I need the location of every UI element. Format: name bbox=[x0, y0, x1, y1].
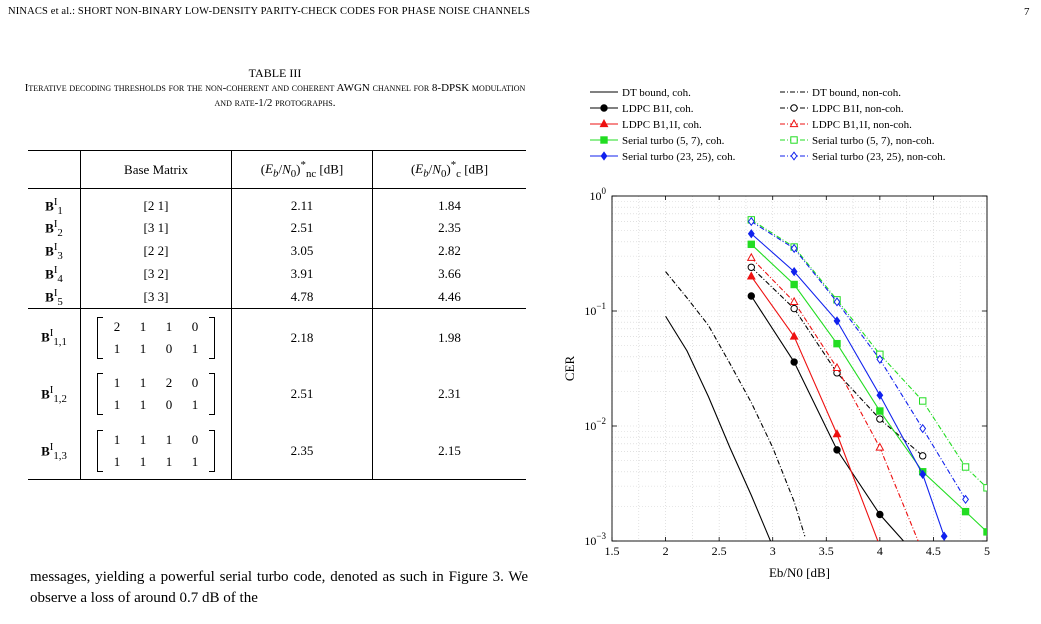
data-point bbox=[877, 416, 883, 422]
legend-label: Serial turbo (5, 7), non-coh. bbox=[812, 135, 935, 147]
data-point bbox=[601, 137, 607, 143]
data-point bbox=[791, 105, 797, 111]
col-header-nc: $(E_b/N_0)^*_{nc}$ [dB] bbox=[232, 151, 373, 189]
x-axis-label: Eb/N0 [dB] bbox=[768, 565, 831, 580]
row-label: $B^I_2$ bbox=[28, 217, 81, 240]
row-label: $B^I_5$ bbox=[28, 286, 81, 309]
table-row bbox=[28, 217, 526, 240]
nc-cell: 2.51 bbox=[232, 217, 373, 240]
data-point bbox=[791, 281, 797, 287]
nc-cell: 2.18 bbox=[232, 309, 373, 366]
data-point bbox=[600, 120, 607, 127]
series bbox=[666, 272, 805, 537]
base-matrix-cell: 1 1 2 0 1 1 0 1 bbox=[81, 366, 232, 423]
data-point bbox=[791, 305, 797, 311]
nc-cell: 2.51 bbox=[232, 366, 373, 423]
c-cell: 2.82 bbox=[438, 243, 461, 259]
data-point bbox=[877, 408, 883, 414]
data-point bbox=[790, 120, 797, 127]
data-point bbox=[748, 254, 755, 261]
data-point bbox=[962, 508, 968, 514]
data-point bbox=[748, 293, 754, 299]
legend-label: Serial turbo (23, 25), non-coh. bbox=[812, 151, 946, 163]
data-point bbox=[962, 464, 968, 470]
table-caption-title: TABLE III bbox=[248, 66, 302, 80]
c-cell: 1.98 bbox=[438, 329, 461, 345]
series bbox=[748, 241, 990, 535]
c-cell: 4.46 bbox=[438, 289, 461, 305]
row-label: $B^I_{1,1}$ bbox=[28, 309, 81, 366]
legend-label: Serial turbo (23, 25), coh. bbox=[622, 151, 736, 163]
data-point bbox=[748, 230, 754, 238]
data-point bbox=[941, 532, 947, 540]
data-point bbox=[834, 340, 840, 346]
data-point bbox=[748, 272, 755, 279]
legend-label: DT bound, non-coh. bbox=[812, 87, 902, 99]
legend-label: LDPC B1,1I, coh. bbox=[622, 119, 702, 131]
x-tick-label: 4.5 bbox=[925, 544, 941, 558]
nc-cell: 2.11 bbox=[232, 189, 373, 217]
table-row bbox=[28, 286, 526, 309]
data-point bbox=[877, 511, 883, 517]
thresholds-table bbox=[28, 150, 526, 480]
running-head: NINACS et al.: SHORT NON-BINARY LOW-DENSITY PARITY-CHECK CODES FOR PHASE NOISE CHANNELS bbox=[8, 6, 531, 17]
cer-chart bbox=[560, 78, 1035, 608]
table-row bbox=[28, 189, 526, 217]
nc-cell: 3.05 bbox=[232, 240, 373, 263]
data-point bbox=[748, 264, 754, 270]
c-cell: 2.15 bbox=[438, 443, 461, 459]
chart-legend bbox=[590, 87, 946, 163]
x-tick-label: 4 bbox=[876, 544, 883, 558]
data-point bbox=[601, 105, 607, 111]
table-row bbox=[28, 366, 526, 423]
base-matrix-cell: [2 1] bbox=[81, 189, 232, 217]
table-row bbox=[28, 423, 526, 480]
c-cell: 2.35 bbox=[438, 220, 461, 236]
data-point bbox=[833, 364, 840, 371]
data-point bbox=[791, 137, 797, 143]
base-matrix-cell: 2 1 1 0 1 1 0 1 bbox=[81, 309, 232, 366]
x-tick-label: 3 bbox=[769, 544, 776, 558]
data-point bbox=[920, 453, 926, 459]
base-matrix-cell: [3 3] bbox=[81, 286, 232, 309]
series-line bbox=[751, 276, 880, 546]
row-label: $B^I_4$ bbox=[28, 263, 81, 286]
body-paragraph: messages, yielding a powerful serial turbo code, denoted as such in Figure 3. We observe a loss of around 0.7 dB of the bbox=[30, 569, 528, 606]
y-tick-label: $10^{-2}$ bbox=[584, 416, 606, 433]
data-point bbox=[748, 241, 754, 247]
y-tick-label: $10^0$ bbox=[589, 186, 606, 203]
y-axis-label: CER bbox=[562, 355, 577, 382]
legend-label: LDPC B1I, non-coh. bbox=[812, 103, 904, 115]
x-tick-label: 1.5 bbox=[604, 544, 620, 558]
c-cell: 2.31 bbox=[438, 386, 461, 402]
data-point bbox=[984, 485, 990, 491]
base-matrix-cell: [3 2] bbox=[81, 263, 232, 286]
series-line bbox=[751, 244, 987, 532]
series-line bbox=[751, 220, 987, 488]
nc-cell: 2.35 bbox=[232, 423, 373, 480]
c-cell: 1.84 bbox=[438, 198, 461, 214]
legend-label: LDPC B1I, coh. bbox=[622, 103, 694, 115]
nc-cell: 3.91 bbox=[232, 263, 373, 286]
page-number: 7 bbox=[1024, 6, 1030, 18]
x-tick-label: 2.5 bbox=[711, 544, 727, 558]
x-tick-label: 3.5 bbox=[818, 544, 834, 558]
row-label: $B^I_1$ bbox=[28, 189, 81, 217]
table-caption-text: Iterative decoding thresholds for the non-coherent and coherent AWGN channel for 8-DPSK modulation and rate-1/2 protographs. bbox=[24, 82, 526, 109]
legend-label: Serial turbo (5, 7), coh. bbox=[622, 135, 725, 147]
data-point bbox=[834, 447, 840, 453]
legend-label: DT bound, coh. bbox=[622, 87, 691, 99]
col-header-base-matrix: Base Matrix bbox=[81, 151, 232, 189]
data-point bbox=[791, 359, 797, 365]
x-tick-label: 5 bbox=[984, 544, 990, 558]
data-point bbox=[876, 444, 883, 451]
legend-label: LDPC B1,1I, non-coh. bbox=[812, 119, 912, 131]
data-point bbox=[791, 152, 797, 160]
series-line bbox=[666, 272, 805, 537]
table-row bbox=[28, 240, 526, 263]
plot-area bbox=[562, 186, 990, 580]
y-tick-label: $10^{-1}$ bbox=[584, 301, 606, 318]
nc-cell: 4.78 bbox=[232, 286, 373, 309]
x-tick-label: 2 bbox=[662, 544, 669, 558]
table-row bbox=[28, 309, 526, 366]
c-cell: 3.66 bbox=[438, 266, 461, 282]
data-point bbox=[920, 559, 926, 565]
data-point bbox=[601, 152, 607, 160]
base-matrix-cell: [2 2] bbox=[81, 240, 232, 263]
data-point bbox=[920, 398, 926, 404]
row-label: $B^I_{1,2}$ bbox=[28, 366, 81, 423]
base-matrix-cell: 1 1 1 0 1 1 1 1 bbox=[81, 423, 232, 480]
y-tick-label: $10^{-3}$ bbox=[584, 531, 606, 548]
row-label: $B^I_3$ bbox=[28, 240, 81, 263]
base-matrix-cell: [3 1] bbox=[81, 217, 232, 240]
row-label: $B^I_{1,3}$ bbox=[28, 423, 81, 480]
table-row bbox=[28, 263, 526, 286]
col-header-c: $(E_b/N_0)^*_c$ [dB] bbox=[410, 159, 489, 180]
data-point bbox=[984, 529, 990, 535]
series bbox=[748, 217, 990, 491]
